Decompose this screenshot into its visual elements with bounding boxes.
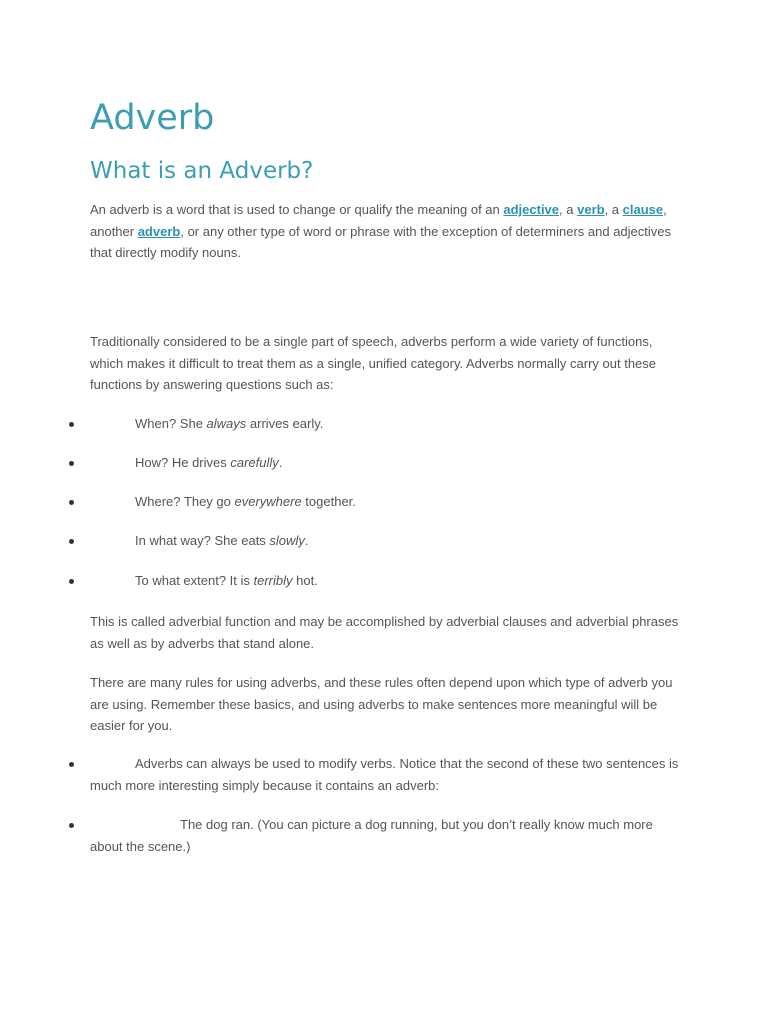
- question-adverb: always: [206, 416, 247, 431]
- question-suffix: .: [304, 533, 309, 548]
- bullet-icon: [69, 762, 74, 767]
- question-prefix: In what way? She eats: [135, 533, 270, 548]
- question-adverb: carefully: [230, 455, 279, 470]
- section-heading: What is an Adverb?: [90, 158, 314, 184]
- bullet-icon: [69, 823, 74, 828]
- question-prefix: When? She: [135, 416, 207, 431]
- bullet-icon: [69, 579, 74, 584]
- intro-text-1: An adverb is a word that is used to change or qualify the meaning of an: [90, 202, 504, 217]
- adjective-link[interactable]: adjective: [503, 202, 560, 217]
- question-suffix: hot.: [292, 573, 318, 588]
- question-prefix: Where? They go: [135, 494, 235, 509]
- question-prefix: To what extent? It is: [135, 573, 254, 588]
- intro-paragraph: [90, 199, 682, 264]
- question-text: [135, 570, 318, 592]
- function-paragraph: This is called adverbial function and may be accomplished by adverbial clauses and adverbial phrases as well as by adverbs that stand alone.: [90, 614, 679, 651]
- page-title: Adverb: [90, 98, 215, 138]
- intro-text-5: , or any other type of word or phrase with the exception of determiners and adjectives that directly modify nouns.: [90, 223, 671, 260]
- intro-text-4: , another: [90, 202, 667, 239]
- question-suffix: arrives early.: [246, 416, 324, 431]
- question-text: [135, 491, 356, 513]
- question-prefix: How? He drives: [135, 455, 231, 470]
- dog-bullet-text: The dog ran. (You can picture a dog running, but you don’t really know much more about the scene.): [90, 817, 653, 854]
- verb-link[interactable]: verb: [577, 202, 605, 217]
- bullet-icon: [69, 539, 74, 544]
- adverb-link[interactable]: adverb: [137, 223, 181, 239]
- question-adverb: slowly: [269, 533, 305, 548]
- intro-text-2: , a: [559, 202, 578, 217]
- bullet-icon: [69, 461, 74, 466]
- traditional-paragraph: Traditionally considered to be a single part of speech, adverbs perform a wide variety of functions, which makes it difficult to treat them as a single, unified category. Adverbs normally carry out these functions by answering questions such as:: [90, 334, 657, 392]
- verbs-bullet-text: Adverbs can always be used to modify verbs. Notice that the second of these two sentences is much more interesting simply because it contains an adverb:: [90, 756, 679, 793]
- intro-text-3: , a: [604, 202, 623, 217]
- question-adverb: everywhere: [234, 494, 302, 509]
- clause-link[interactable]: clause: [622, 202, 664, 217]
- question-suffix: together.: [301, 494, 356, 509]
- question-text: [135, 452, 282, 474]
- bullet-icon: [69, 500, 74, 505]
- rules-paragraph: There are many rules for using adverbs, and these rules often depend upon which type of adverb you are using. Remember these basics, and using adverbs to make sentences more meaningful will be easier for you.: [90, 675, 673, 733]
- question-text: [135, 413, 323, 435]
- question-text: [135, 530, 308, 552]
- question-suffix: .: [278, 455, 283, 470]
- question-adverb: terribly: [253, 573, 293, 588]
- bullet-icon: [69, 422, 74, 427]
